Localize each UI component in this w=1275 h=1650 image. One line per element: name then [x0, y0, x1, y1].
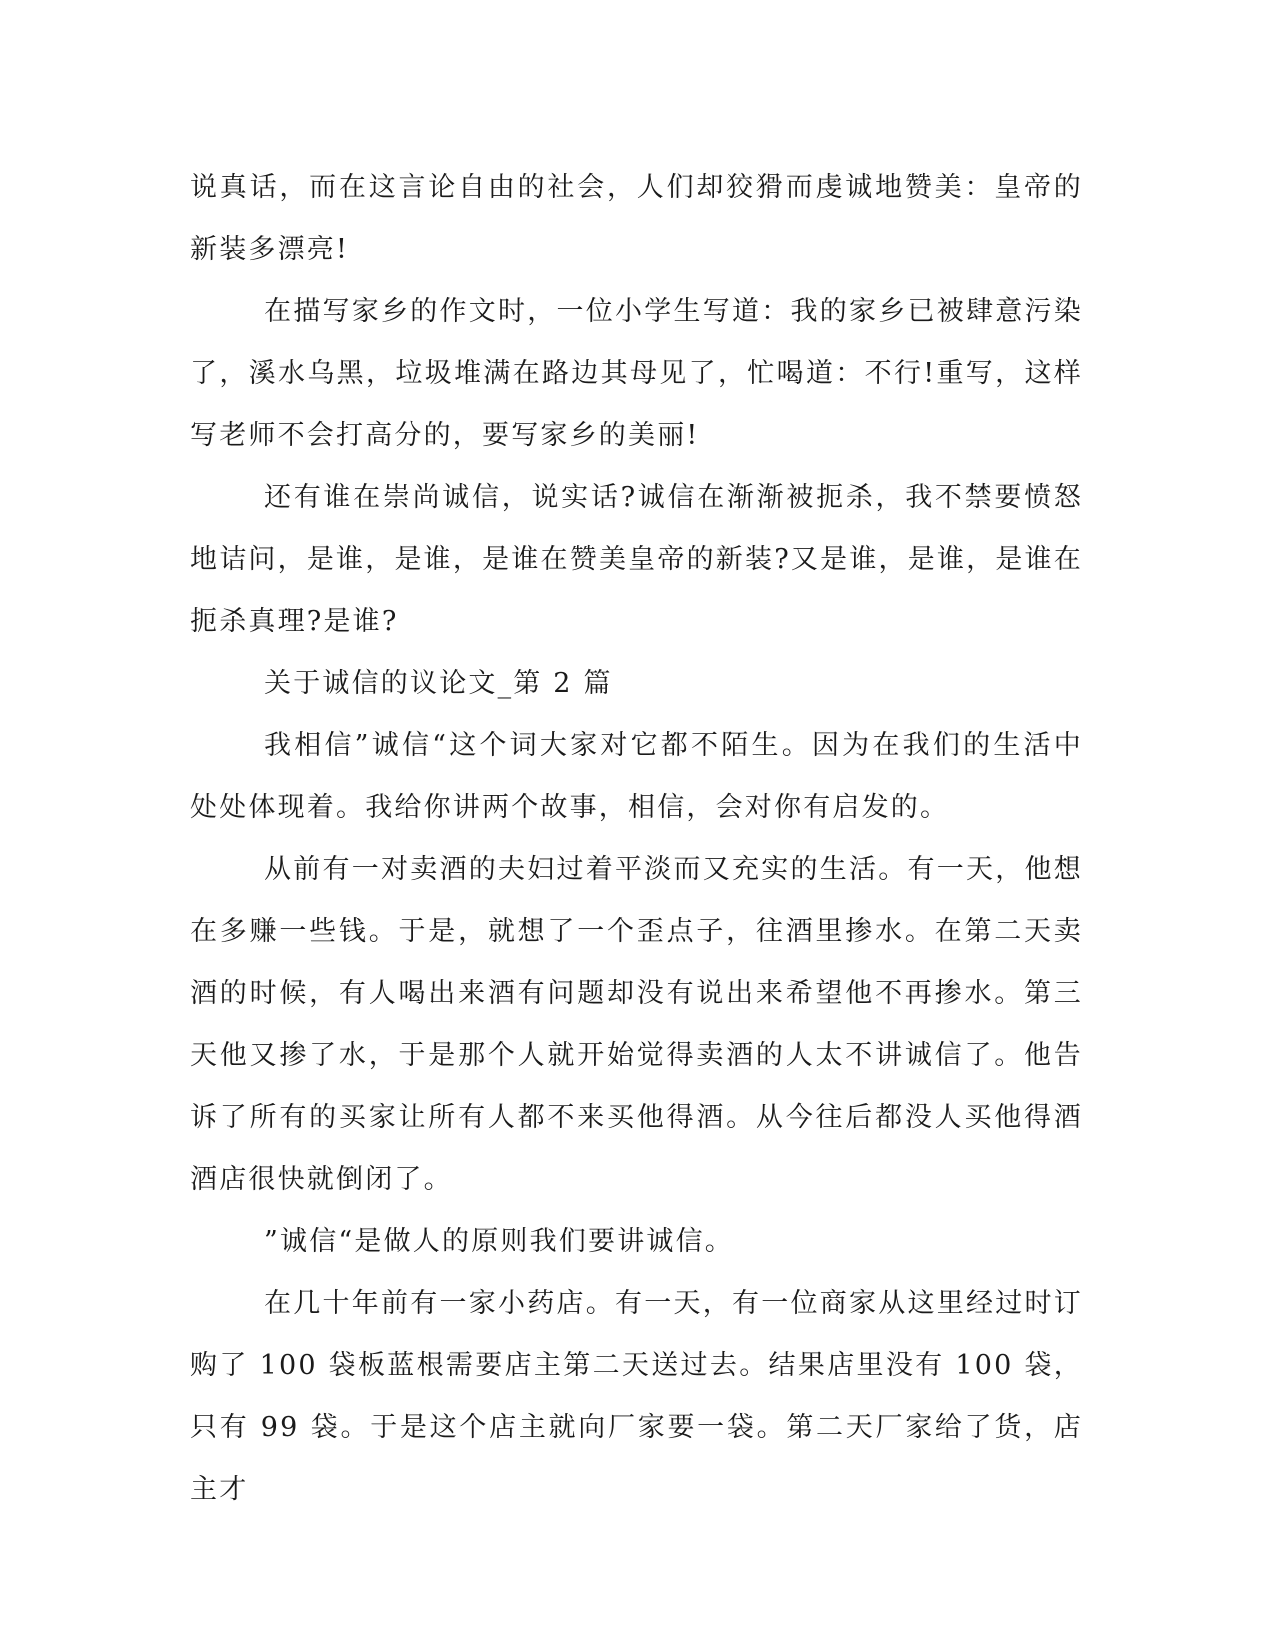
paragraph: ”诚信“是做人的原则我们要讲诚信。: [264, 1226, 735, 1257]
section-heading: 关于诚信的议论文_第 2 篇: [264, 668, 613, 699]
paragraph: 在描写家乡的作文时，一位小学生写道：我的家乡已被肆意污染了，溪水乌黑，垃圾堆满在路边其母见了，忙喝道：不行!重写，这样写老师不会打高分的，要写家乡的美丽!: [190, 296, 1083, 451]
paragraph: 我相信”诚信“这个词大家对它都不陌生。因为在我们的生活中处处体现着。我给你讲两个故事，相信，会对你有启发的。: [190, 730, 1083, 823]
paragraph: 还有谁在崇尚诚信，说实话?诚信在渐渐被扼杀，我不禁要愤怒地诘问，是谁，是谁，是谁在赞美皇帝的新装?又是谁，是谁，是谁在扼杀真理?是谁?: [190, 482, 1083, 637]
document-body: [190, 157, 1083, 1521]
paragraph: 在几十年前有一家小药店。有一天，有一位商家从这里经过时订购了 100 袋板蓝根需要店主第二天送过去。结果店里没有 100 袋，只有 99 袋。于是这个店主就向厂家要一袋。第二天厂家给了货，店主才: [190, 1288, 1083, 1505]
paragraph: 从前有一对卖酒的夫妇过着平淡而又充实的生活。有一天，他想在多赚一些钱。于是，就想了一个歪点子，往酒里掺水。在第二天卖酒的时候，有人喝出来酒有问题却没有说出来希望他不再掺水。第三天他又掺了水，于是那个人就开始觉得卖酒的人太不讲诚信了。他告诉了所有的买家让所有人都不来买他得酒。从今往后都没人买他得酒酒店很快就倒闭了。: [190, 854, 1083, 1195]
paragraph: 说真话，而在这言论自由的社会，人们却狡猾而虔诚地赞美：皇帝的新装多漂亮!: [190, 172, 1083, 265]
